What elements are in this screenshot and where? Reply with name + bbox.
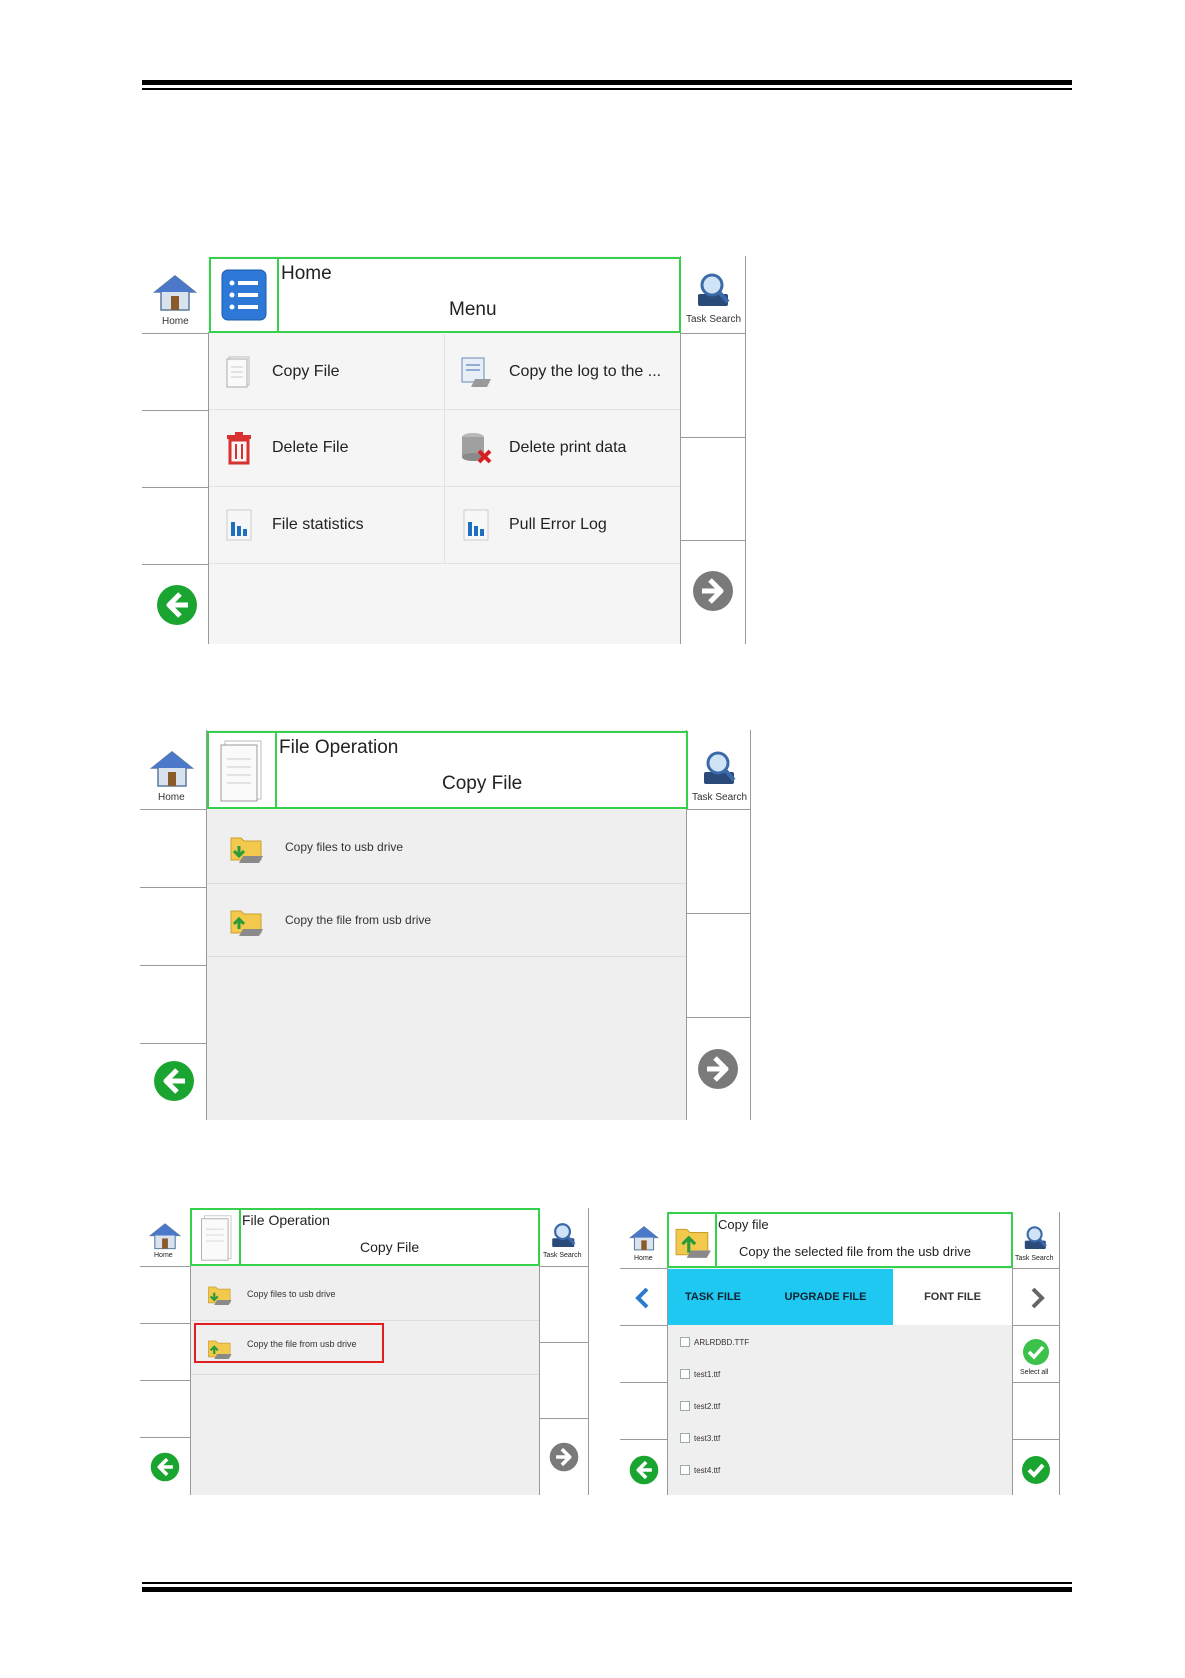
back-arrow-icon[interactable] xyxy=(150,1452,180,1482)
copy-to-usb-label: Copy files to usb drive xyxy=(285,839,404,854)
log-copy-icon xyxy=(459,355,493,389)
file-item[interactable] xyxy=(668,1422,1012,1454)
file-checkbox[interactable] xyxy=(680,1401,690,1411)
file-item[interactable] xyxy=(668,1390,1012,1422)
home-icon xyxy=(150,750,194,790)
header-subtitle: Copy File xyxy=(360,1239,420,1255)
file-name: ARLRDBD.TTF xyxy=(694,1337,750,1347)
header-icon-box xyxy=(667,1212,717,1268)
task-search-label: Task Search xyxy=(686,314,742,325)
file-name: test3.ttf xyxy=(694,1433,721,1443)
copy-to-usb-item[interactable] xyxy=(207,810,686,883)
folder-import-icon xyxy=(229,903,265,937)
file-name: test1.ttf xyxy=(694,1369,721,1379)
header-icon-box xyxy=(190,1208,241,1266)
statistics-icon xyxy=(462,508,490,542)
copy-from-usb-item[interactable] xyxy=(207,884,686,956)
file-checkbox[interactable] xyxy=(680,1337,690,1347)
home-label: Home xyxy=(154,1252,173,1259)
menu-item-delete-print-data[interactable] xyxy=(445,410,680,486)
screenshot-copy-from-usb xyxy=(620,1212,1060,1495)
forward-arrow-icon[interactable] xyxy=(697,1048,739,1090)
home-icon xyxy=(153,274,197,314)
menu-item-pull-error-log[interactable] xyxy=(445,487,680,563)
copy-from-usb-label: Copy the file from usb drive xyxy=(247,1338,357,1349)
header-title-box xyxy=(275,731,688,809)
task-search-icon xyxy=(700,750,740,788)
task-search-button[interactable] xyxy=(680,272,746,332)
menu-item-delete-file[interactable] xyxy=(209,410,444,486)
select-all-button[interactable] xyxy=(1012,1338,1060,1382)
task-search-button[interactable] xyxy=(539,1222,589,1266)
header-title: File Operation xyxy=(279,737,399,758)
header-title-box xyxy=(239,1208,540,1266)
chevron-right-icon[interactable] xyxy=(1028,1287,1046,1309)
statistics-icon xyxy=(225,508,253,542)
header-title: Copy file xyxy=(718,1217,769,1232)
tab-task-file[interactable]: TASK FILE xyxy=(684,1291,741,1303)
tab-bar xyxy=(668,1269,1012,1325)
header-title-box xyxy=(277,257,681,333)
header-icon-box xyxy=(209,257,279,333)
file-checkbox[interactable] xyxy=(680,1433,690,1443)
back-arrow-icon[interactable] xyxy=(629,1455,659,1485)
home-button[interactable] xyxy=(146,1222,184,1264)
menu-item-copy-file[interactable] xyxy=(209,334,444,409)
task-search-button[interactable] xyxy=(1012,1225,1060,1267)
bottom-rule-thin xyxy=(142,1582,1072,1584)
screenshot-menu xyxy=(142,256,746,644)
forward-arrow-icon[interactable] xyxy=(692,570,734,612)
database-delete-icon xyxy=(459,431,493,465)
menu-item-copy-log[interactable] xyxy=(445,334,680,409)
task-search-button[interactable] xyxy=(686,750,751,808)
menu-item-label: Copy File xyxy=(272,362,340,380)
header-subtitle: Menu xyxy=(449,299,497,320)
home-icon xyxy=(149,1222,181,1252)
folder-import-icon xyxy=(674,1221,712,1261)
bottom-rule-thick xyxy=(142,1587,1072,1592)
task-search-icon xyxy=(549,1222,579,1250)
task-search-label: Task Search xyxy=(692,792,748,803)
copy-to-usb-item[interactable] xyxy=(191,1267,539,1320)
confirm-check-icon[interactable] xyxy=(1021,1455,1051,1485)
back-arrow-icon[interactable] xyxy=(153,1060,195,1102)
forward-arrow-icon[interactable] xyxy=(549,1442,579,1472)
task-search-icon xyxy=(694,272,734,310)
folder-export-icon xyxy=(207,1281,233,1306)
home-button[interactable] xyxy=(148,750,198,806)
task-search-label: Task Search xyxy=(1015,1255,1054,1262)
tab-upgrade-file[interactable]: UPGRADE FILE xyxy=(784,1291,867,1303)
home-label: Home xyxy=(158,792,185,803)
file-item[interactable] xyxy=(668,1326,1012,1358)
tab-font-file[interactable]: FONT FILE xyxy=(924,1291,981,1303)
header-icon-box xyxy=(207,731,277,809)
copy-from-usb-label: Copy the file from usb drive xyxy=(285,913,432,927)
home-button[interactable] xyxy=(150,274,200,330)
menu-item-label: Copy the log to the ... xyxy=(509,362,662,380)
file-item[interactable] xyxy=(668,1454,1012,1486)
home-icon xyxy=(629,1225,659,1253)
menu-list-icon xyxy=(221,269,267,321)
file-item[interactable] xyxy=(668,1358,1012,1390)
header-title: Home xyxy=(281,263,332,284)
document-icon xyxy=(200,1214,234,1262)
menu-item-label: Pull Error Log xyxy=(509,516,607,533)
folder-import-icon xyxy=(207,1335,233,1360)
trash-icon xyxy=(225,431,253,465)
top-rule-thin xyxy=(142,88,1072,90)
task-search-icon xyxy=(1022,1225,1050,1252)
top-rule-thick xyxy=(142,80,1072,85)
copy-from-usb-item[interactable] xyxy=(191,1321,539,1374)
header-title-box xyxy=(715,1212,1013,1268)
copy-to-usb-label: Copy files to usb drive xyxy=(247,1288,336,1299)
chevron-left-icon[interactable] xyxy=(634,1287,652,1309)
menu-item-label: Delete File xyxy=(272,439,349,456)
task-search-label: Task Search xyxy=(543,1252,582,1259)
back-arrow-icon[interactable] xyxy=(156,584,198,626)
header-subtitle: Copy the selected file from the usb drive xyxy=(739,1244,971,1259)
folder-export-icon xyxy=(229,830,265,864)
screenshot-copy-file xyxy=(140,730,751,1120)
menu-item-label: File statistics xyxy=(272,516,364,533)
file-checkbox[interactable] xyxy=(680,1369,690,1379)
select-all-label: Select all xyxy=(1020,1369,1049,1376)
menu-item-label: Delete print data xyxy=(509,439,627,456)
header-title: File Operation xyxy=(242,1212,330,1228)
menu-item-file-statistics[interactable] xyxy=(209,487,444,563)
file-name: test4.ttf xyxy=(694,1465,721,1475)
file-name: test2.ttf xyxy=(694,1401,721,1411)
checkmark-circle-icon xyxy=(1022,1338,1050,1366)
home-button[interactable] xyxy=(626,1225,662,1267)
header-subtitle: Copy File xyxy=(442,773,523,794)
document-icon xyxy=(219,739,265,803)
home-label: Home xyxy=(634,1255,653,1262)
file-checkbox[interactable] xyxy=(680,1465,690,1475)
document-icon xyxy=(225,355,253,389)
screenshot-copy-file-small xyxy=(140,1208,589,1495)
home-label: Home xyxy=(162,316,189,327)
